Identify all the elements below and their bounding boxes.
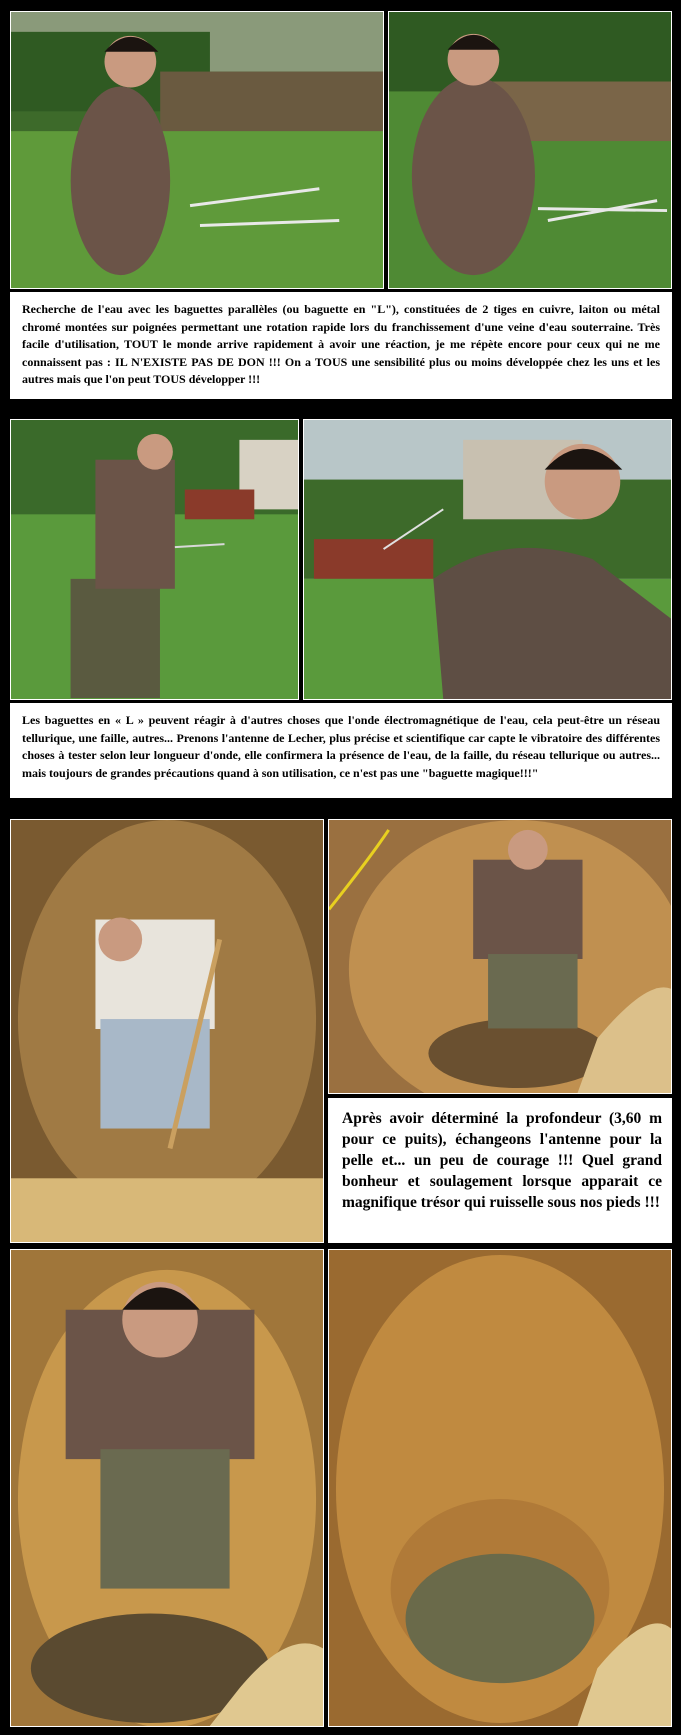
photo-garden-lecher-right: [303, 419, 672, 700]
caption-well-digging-text: Après avoir déterminé la profondeur (3,60 m pour ce puits), échangeons l'antenne pour la pelle et... un peu de courage !!! Quel grand bonheur et soulagement lorsque apparait ce magnifique trésor qui ruisselle sous nos pieds !!!: [342, 1110, 662, 1211]
caption-l-rods: [10, 292, 672, 399]
caption-lecher-antenna-text: Les baguettes en « L » peuvent réagir à d'autres choses que l'onde électromagnétique de l'eau, cela peut-être un réseau tellurique, une faille, autres... Prenons l'antenne de Lecher, plus précise et scientifique car capte le vibratoire des différentes choses à tester selon leur longueur d'onde, elle confirmera la présence de l'eau, de la faille, du réseau tellurique ou autres... mais toujours de grandes précautions quand à son utilisation, ce n'est pas une "baguette magique!!!": [22, 713, 660, 780]
photo-well-water-bottom: [328, 1249, 672, 1727]
photo-garden-lecher-left: [10, 419, 299, 700]
caption-lecher-antenna: [10, 703, 672, 798]
photo-well-digging-shovel: [10, 819, 324, 1243]
photo-garden-l-rods-left: [10, 11, 384, 289]
photo-well-lecher-antenna: [328, 819, 672, 1094]
photo-garden-l-rods-right: [388, 11, 672, 289]
caption-well-digging: [328, 1098, 672, 1243]
photo-well-water-antenna: [10, 1249, 324, 1727]
caption-l-rods-text: Recherche de l'eau avec les baguettes parallèles (ou baguette en "L"), constituées de 2 tiges en cuivre, laiton ou métal chromé montées sur poignées permettant une rotation rapide lors du franchissement d'une veine d'eau souterraine. Très facile d'utilisation, TOUT le monde arrive rapidement à avoir une réaction, je me répète encore pour ceux qui ne me connaissent pas : IL N'EXISTE PAS DE DON !!! On a TOUS une sensibilité plus ou moins développée chez les uns et les autres mais que l'on peut TOUS développer !!!: [22, 302, 660, 386]
